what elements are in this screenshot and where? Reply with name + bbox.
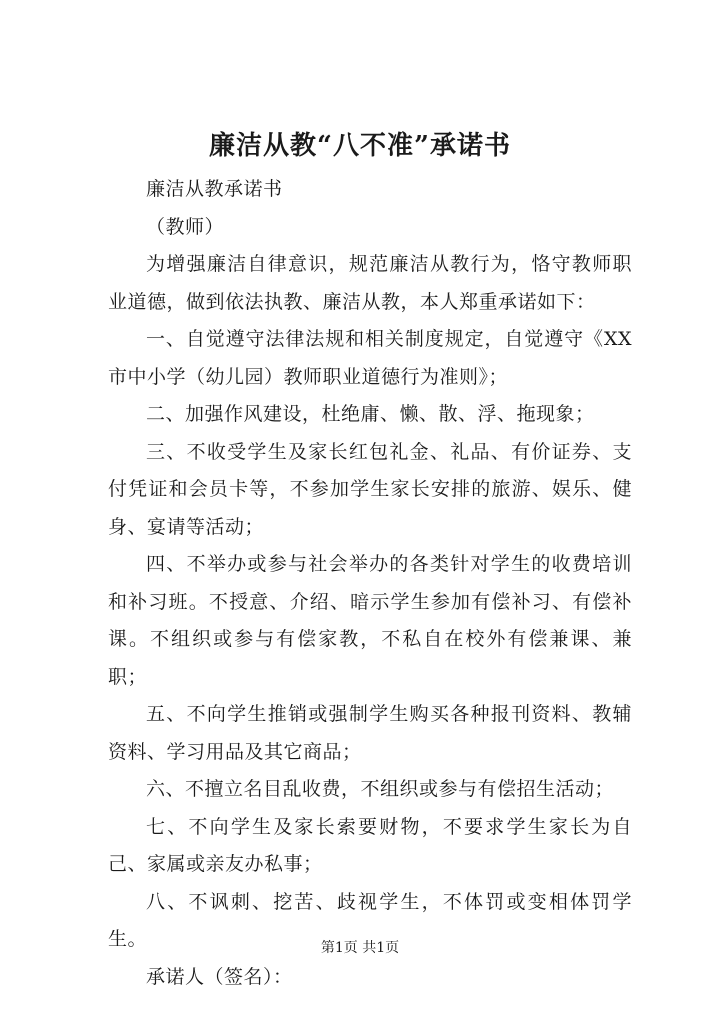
pledge-item-3: 三、不收受学生及家长红包礼金、礼品、有价证券、支付凭证和会员卡等，不参加学生家长安排的旅游、娱乐、健身、宴请等活动； [108,440,632,538]
page-footer: 第1页 共1页 [320,940,400,956]
pledge-item-1: 一、自觉遵守法律法规和相关制度规定，自觉遵守《XX市中小学（幼儿园）教师职业道德行为准则》； [108,328,632,388]
pledge-item-6: 六、不擅立名目乱收费，不组织或参与有偿招生活动； [146,778,615,800]
subtitle: 廉洁从教承诺书 [146,178,283,200]
role-label: （教师） [146,215,225,238]
pledge-item-8: 八、不讽刺、挖苦、歧视学生，不体罚或变相体罚学生。 [108,890,632,950]
pledge-item-2: 二、加强作风建设，杜绝庸、懒、散、浮、拖现象； [146,403,595,425]
document-title: 廉洁从教“八不准”承诺书 [209,131,511,161]
signature-line: 承诺人（签名）： [146,965,293,988]
pledge-item-7: 七、不向学生及家长索要财物，不要求学生家长为自己、家属或亲友办私事； [108,815,632,875]
pledge-item-5: 五、不向学生推销或强制学生购买各种报刊资料、教辅资料、学习用品及其它商品； [108,703,632,763]
pledge-item-4: 四、不举办或参与社会举办的各类针对学生的收费培训和补习班。不授意、介绍、暗示学生参加有偿补习、有偿补课。不组织或参与有偿家教，不私自在校外有偿兼课、兼职； [108,553,632,688]
intro-paragraph: 为增强廉洁自律意识，规范廉洁从教行为，恪守教师职业道德，做到依法执教、廉洁从教，本人郑重承诺如下： [108,253,632,313]
document-body [108,171,632,996]
